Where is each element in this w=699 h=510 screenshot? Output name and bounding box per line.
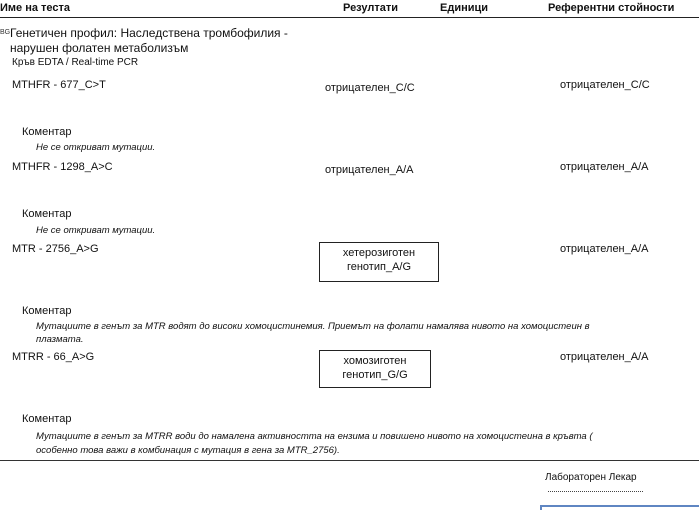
profile-sample: Кръв EDTA / Real-time PCR	[12, 57, 139, 68]
comment-text-mtrr-66-line2: особенно това важи в комбинация с мутация в гена за MTR_2756).	[36, 445, 340, 456]
test-result-box-mtrr-66	[319, 350, 431, 388]
comment-label-mtrr-66: Коментар	[22, 413, 72, 425]
profile-title-line2: нарушен фолатен метаболизъм	[10, 41, 189, 55]
frame-corner	[540, 505, 699, 510]
col-ref-header: Референтни стойности	[548, 2, 675, 14]
test-result-mtr-2756-line2: генотип_A/G	[346, 261, 412, 273]
signature-line	[548, 491, 643, 492]
test-result-mthfr-1298: отрицателен_A/A	[325, 164, 414, 176]
table-header	[0, 0, 699, 18]
col-units-header: Единици	[440, 2, 489, 14]
comment-text-mthfr-677: Не се откриват мутации.	[36, 142, 156, 153]
comment-text-mthfr-1298: Не се откриват мутации.	[36, 225, 156, 236]
test-result-mthfr-677: отрицателен_C/C	[325, 82, 415, 94]
comment-text-mtr-2756-line1: Мутациите в генът за MTR водят до високи хомоцистинемия. Приемът на фолати намалява нивото на хомоцистеин в	[36, 321, 590, 332]
test-name-mtr-2756: MTR - 2756_A>G	[12, 243, 99, 255]
test-ref-mthfr-677: отрицателен_C/C	[560, 79, 650, 91]
profile-title-line1: Генетичен профил: Наследствена тромбофилия -	[10, 26, 288, 40]
section-divider	[0, 460, 699, 461]
col-results-header: Резултати	[343, 2, 398, 14]
profile-tag: BG	[0, 29, 11, 36]
comment-label-mthfr-677: Коментар	[22, 126, 72, 138]
comment-text-mtrr-66-line1: Мутациите в генът за MTRR води до намалена активността на ензима и повишено нивото на хомоцистеина в кръвта (	[36, 431, 593, 442]
test-name-mthfr-677: MTHFR - 677_C>T	[12, 79, 106, 91]
test-result-box-mtr-2756	[319, 242, 439, 282]
test-name-mthfr-1298: MTHFR - 1298_A>C	[12, 161, 113, 173]
doctor-label: Лабораторен Лекар	[545, 472, 637, 483]
comment-text-mtr-2756-line2: плазмата.	[36, 334, 84, 345]
test-ref-mtr-2756: отрицателен_A/A	[560, 243, 649, 255]
comment-label-mtr-2756: Коментар	[22, 305, 72, 317]
test-ref-mtrr-66: отрицателен_A/A	[560, 351, 649, 363]
col-name-header: Име на теста	[0, 2, 71, 14]
test-result-mtrr-66-line2: генотип_G/G	[342, 369, 408, 381]
test-result-mtrr-66-line1: хомозиготен	[343, 355, 407, 367]
test-ref-mthfr-1298: отрицателен_A/A	[560, 161, 649, 173]
test-name-mtrr-66: MTRR - 66_A>G	[12, 351, 95, 363]
test-result-mtr-2756-line1: хетерозиготен	[342, 247, 416, 259]
comment-label-mthfr-1298: Коментар	[22, 208, 72, 220]
